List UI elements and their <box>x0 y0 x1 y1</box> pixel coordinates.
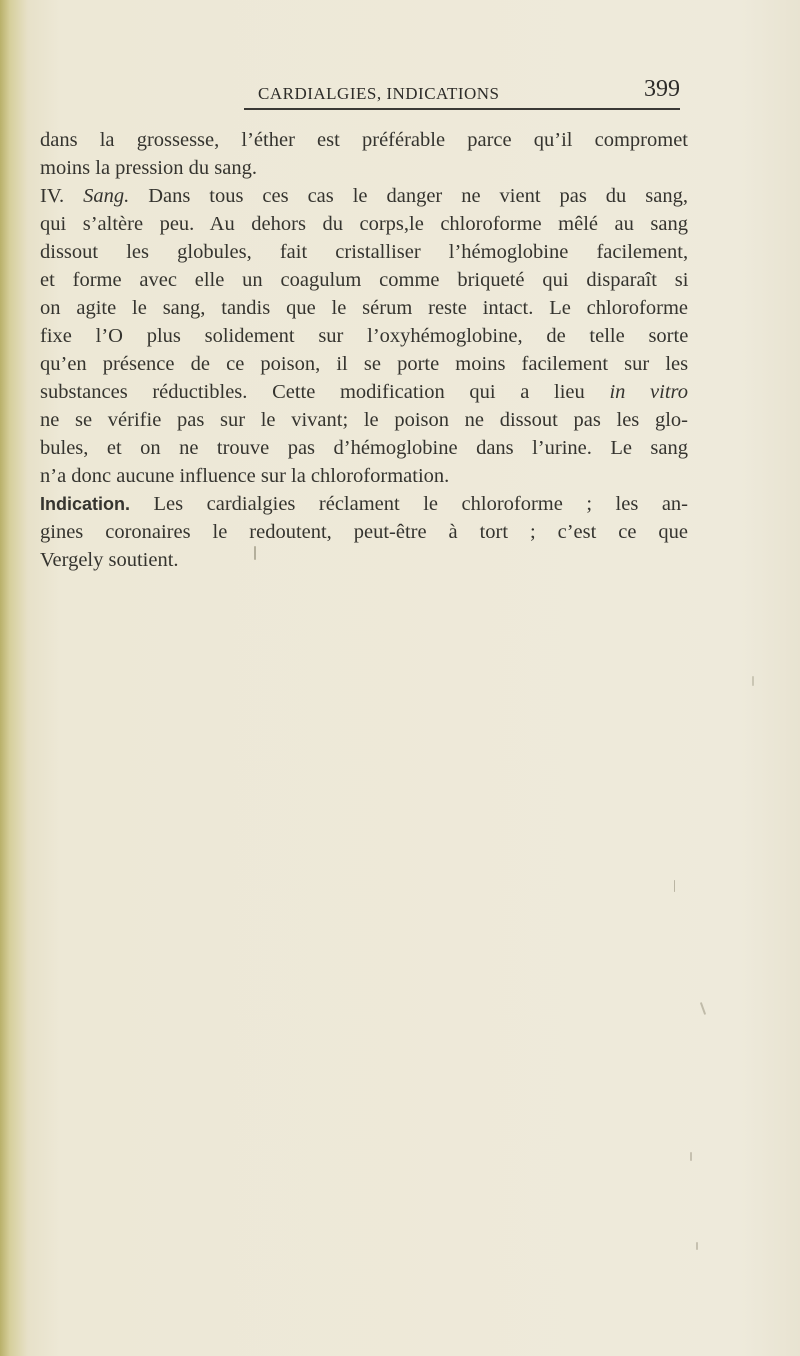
paper-speck <box>700 1002 706 1015</box>
text-line: ne se vérifie pas sur le vivant; le poison ne dissout pas les glo- <box>40 409 688 431</box>
running-head: CARDIALGIES, INDICATIONS <box>258 84 500 103</box>
section-number: IV. <box>40 185 65 207</box>
page-header <box>0 76 800 116</box>
text-line: bules, et on ne trouve pas d’hémoglobine dans l’urine. Le sang <box>40 437 688 459</box>
text-line: gines coronaires le redoutent, peut-être à tort ; c’est ce que <box>40 521 688 543</box>
text-run: Les cardialgies réclament le chloroforme ; les an- <box>153 493 689 515</box>
text-line: Vergely soutient. <box>40 549 179 571</box>
text-run: substances réductibles. Cette modification qui a lieu <box>40 381 585 403</box>
paper-speck <box>752 676 754 686</box>
text-line: et forme avec elle un coagulum comme briqueté qui disparaît si <box>40 269 689 291</box>
text-line <box>40 378 688 406</box>
section-title: Sang. <box>83 185 130 207</box>
page-number: 399 <box>644 76 680 102</box>
paper-speck <box>674 880 675 892</box>
text-line: fixe l’O plus solidement sur l’oxyhémoglobine, de telle sorte <box>40 325 689 347</box>
indication-heading: Indication. <box>40 494 130 514</box>
paper-speck <box>696 1242 698 1250</box>
paper-speck <box>254 546 256 560</box>
italic-term: in vitro <box>609 381 689 403</box>
text-line: dissout les globules, fait cristalliser l’hémoglobine facilement, <box>40 241 689 263</box>
header-rule <box>244 108 680 110</box>
body-paragraph <box>40 126 688 574</box>
text-line: n’a donc aucune influence sur la chloroformation. <box>40 465 450 487</box>
paper-speck <box>690 1152 692 1161</box>
text-line: moins la pression du sang. <box>40 157 257 179</box>
text-line <box>40 490 688 518</box>
text-run: Dans tous ces cas le danger ne vient pas du sang, <box>148 185 688 207</box>
text-line: dans la grossesse, l’éther est préférable parce qu’il compromet <box>40 129 688 151</box>
text-line: qu’en présence de ce poison, il se porte moins facilement sur les <box>40 353 689 375</box>
text-line: qui s’altère peu. Au dehors du corps,le chloroforme mêlé au sang <box>40 213 688 235</box>
text-line <box>40 182 688 210</box>
text-line: on agite le sang, tandis que le sérum reste intact. Le chloroforme <box>40 297 688 319</box>
